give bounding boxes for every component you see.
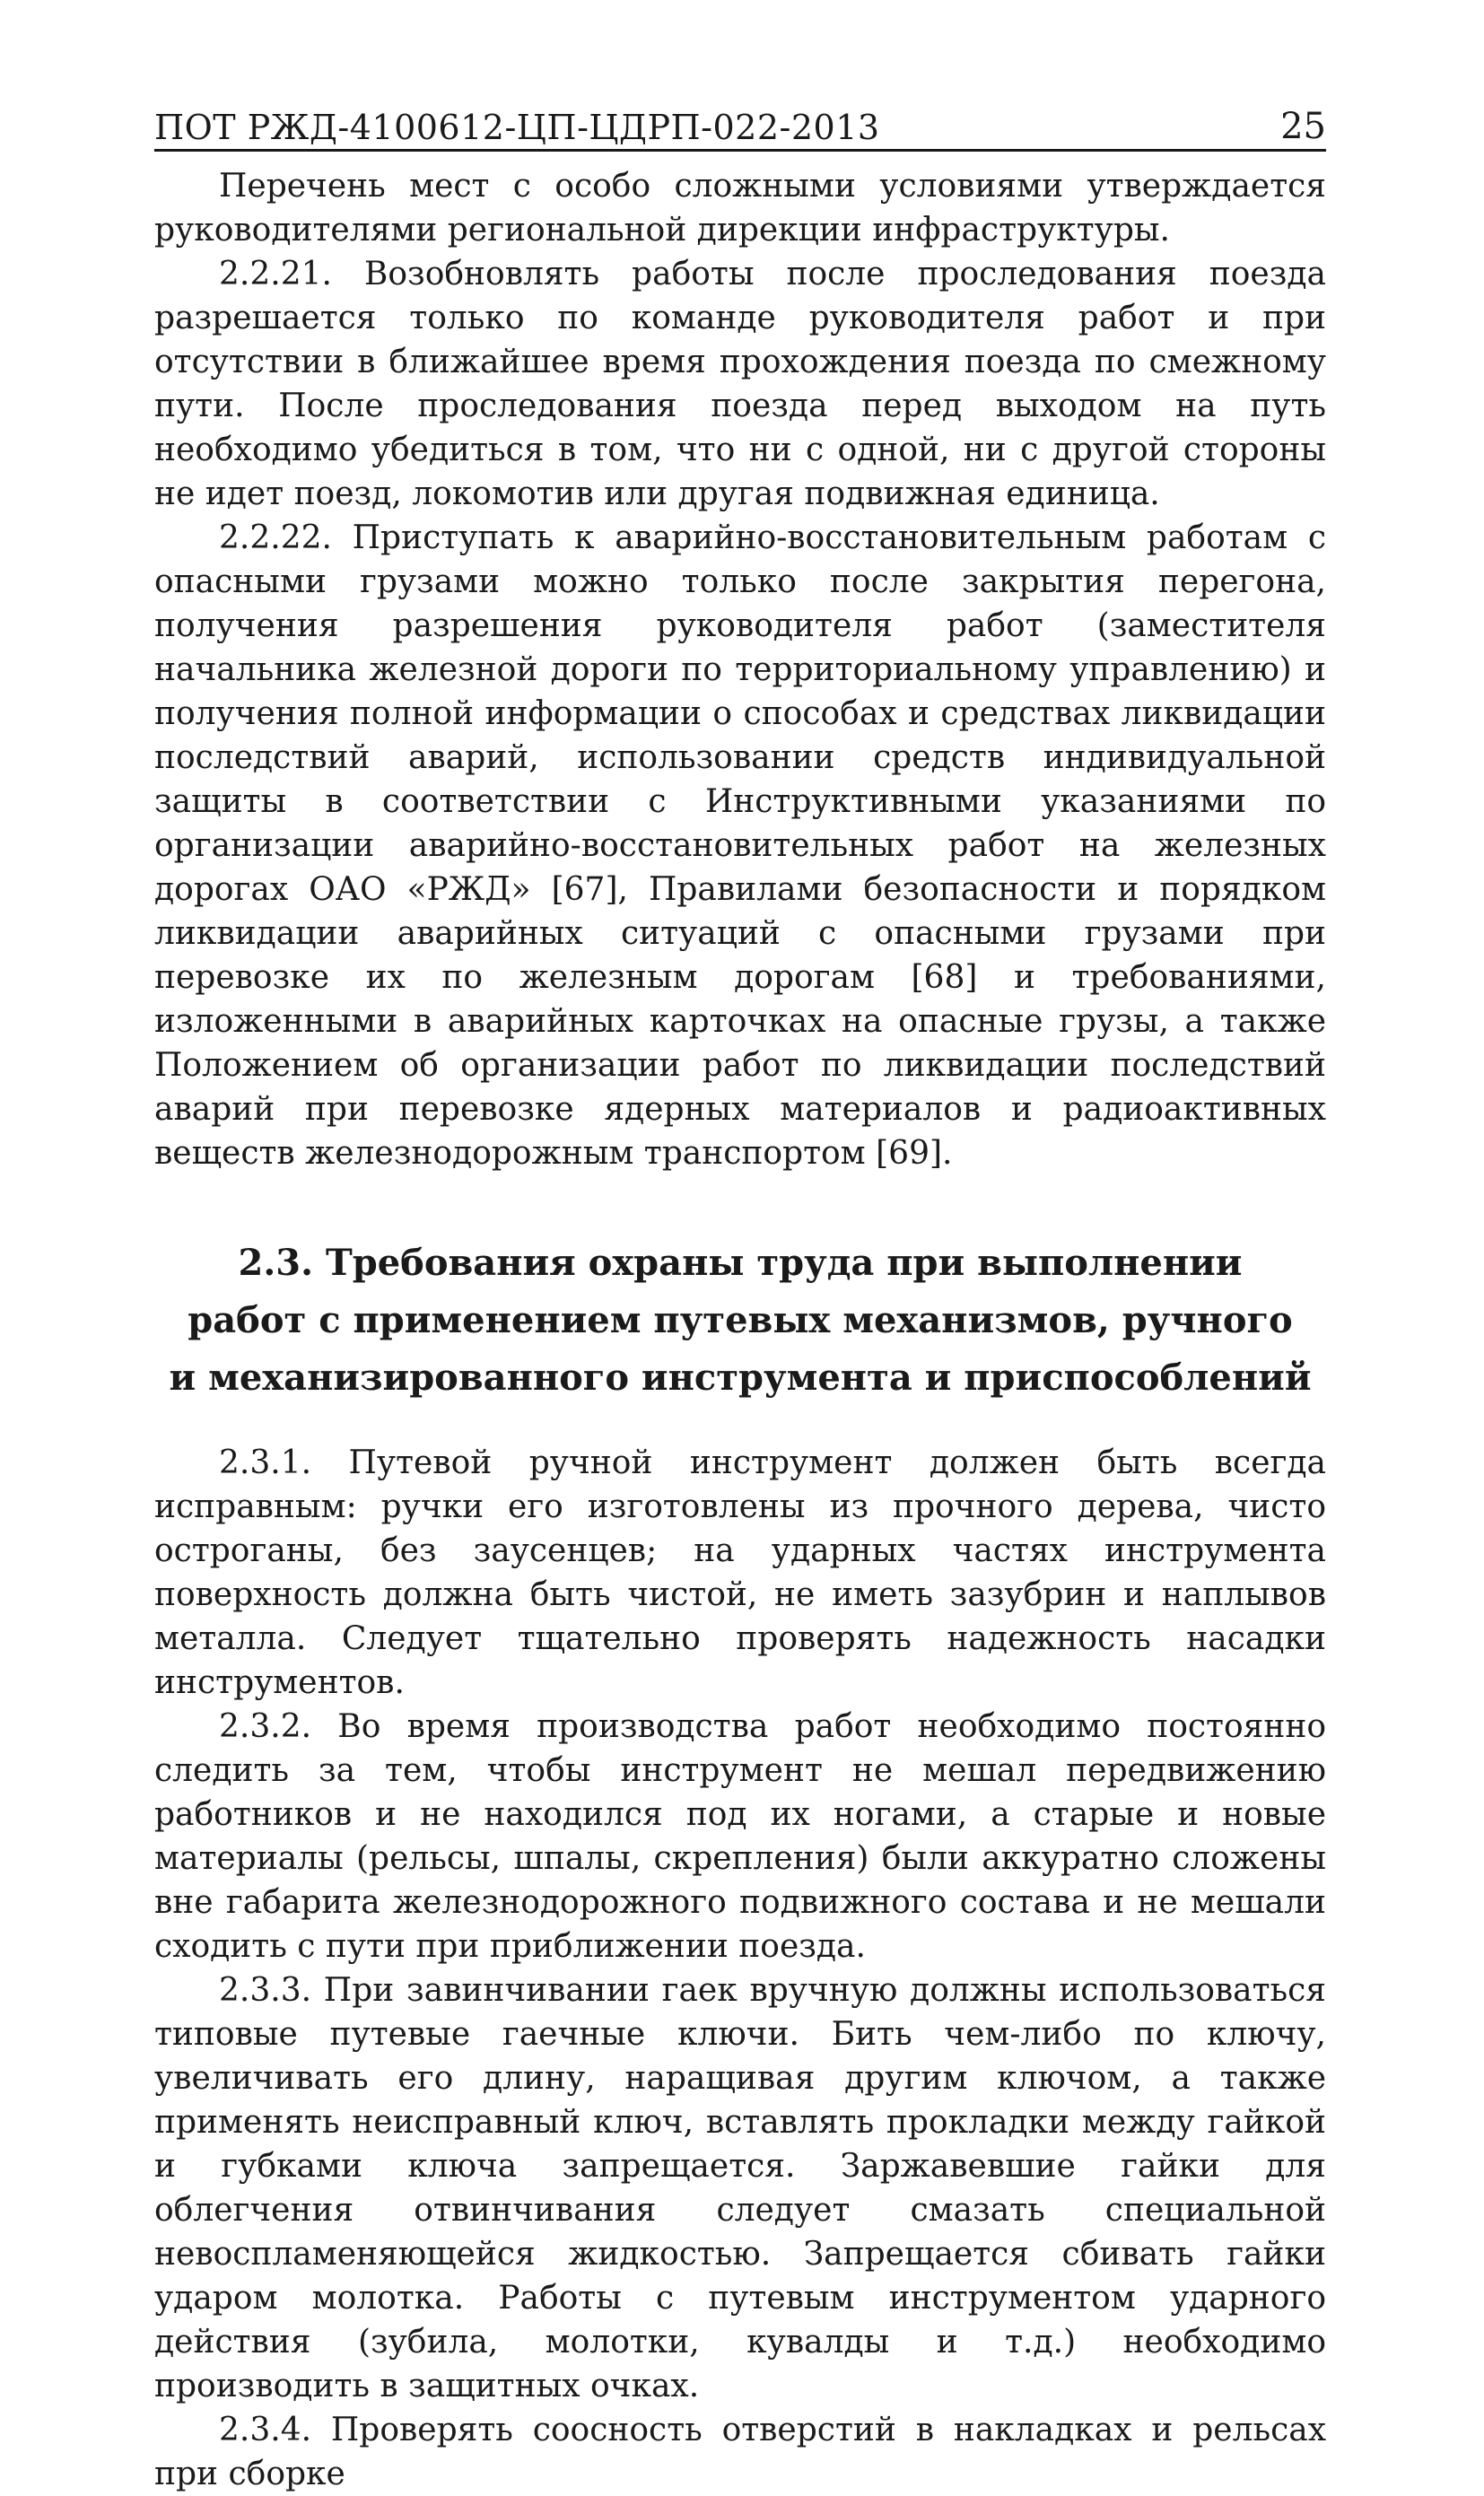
paragraph-2-3-1: 2.3.1. Путевой ручной инструмент должен быть всегда исправным: ручки его изготовлены из прочного дерева, чисто остроганы, без заусенцев; на ударных частях инструмента поверхность должна быть чистой, не иметь зазубрин и наплывов металла. Следует тщательно проверять надежность насадки инструментов. [154,1444,1326,1701]
section-heading-line: 2.3. Требования охраны труда при выполнении [238,1242,1243,1284]
paragraph-2-3-3: 2.3.3. При завинчивании гаек вручную должны использоваться типовые путевые гаечные ключи. Бить чем-либо по ключу, увеличивать его длину, наращивая другим ключом, а также применять неисправный ключ, вставлять прокладки между гайкой и губками ключа запрещается. Заржавевшие гайки для облегчения отвинчивания следует смазать специальной невоспламеняющейся жидкостью. Запрещается сбивать гайки ударом молотка. Работы с путевым инструментом ударного действия (зубила, молотки, кувалды и т.д.) необходимо производить в защитных очках. [154,1972,1326,2404]
page-number: 25 [1280,106,1326,147]
section-heading-2-3 [154,1235,1326,1407]
paragraph-2-2-21: 2.2.21. Возобновлять работы после проследования поезда разрешается только по команде руководителя работ и при отсутствии в ближайшее время прохождения поезда по смежному пути. После проследования поезда перед выходом на путь необходимо убедиться в том, что ни с одной, ни с другой стороны не идет поезд, локомотив или другая подвижная единица. [154,256,1326,512]
paragraph-2-3-4: 2.3.4. Проверять соосность отверстий в накладках и рельсах при сборке [154,2412,1326,2492]
paragraph: Перечень мест с особо сложными условиями утверждается руководителями региональной дирекции инфраструктуры. [154,168,1326,249]
document-code: ПОТ РЖД-4100612-ЦП-ЦДРП-022-2013 [154,108,880,147]
page-header [154,99,1326,152]
paragraph-2-2-22: 2.2.22. Приступать к аварийно-восстановительным работам с опасными грузами можно только после закрытия перегона, получения разрешения руководителя работ (заместителя начальника железной дороги по территориальному управлению) и получения полной информации о способах и средствах ликвидации последствий аварий, использовании средств индивидуальной защиты в соответствии с Инструктивными указаниями по организации аварийно-восстановительных работ на железных дорогах ОАО «РЖД» [67], Правилами безопасности и порядком ликвидации аварийных ситуаций с опасными грузами при перевозке их по железным дорогам [68] и требованиями, изложенными в аварийных карточках на опасные грузы, а также Положением об организации работ по ликвидации последствий аварий при перевозке ядерных материалов и радиоактивных веществ железнодорожным транспортом [69]. [154,519,1326,1172]
section-heading-line: работ с применением путевых механизмов, ручного [188,1299,1293,1341]
body-text-lower [154,1441,1326,2496]
document-page [154,99,1326,2496]
section-heading-line: и механизированного инструмента и приспособлений [169,1357,1312,1399]
body-text-upper [154,164,1326,1175]
paragraph-2-3-2: 2.3.2. Во время производства работ необходимо постоянно следить за тем, чтобы инструмент не мешал передвижению работников и не находился под их ногами, а старые и новые материалы (рельсы, шпалы, скрепления) были аккуратно сложены вне габарита железнодорожного подвижного состава и не мешали сходить с пути при приближении поезда. [154,1708,1326,1965]
